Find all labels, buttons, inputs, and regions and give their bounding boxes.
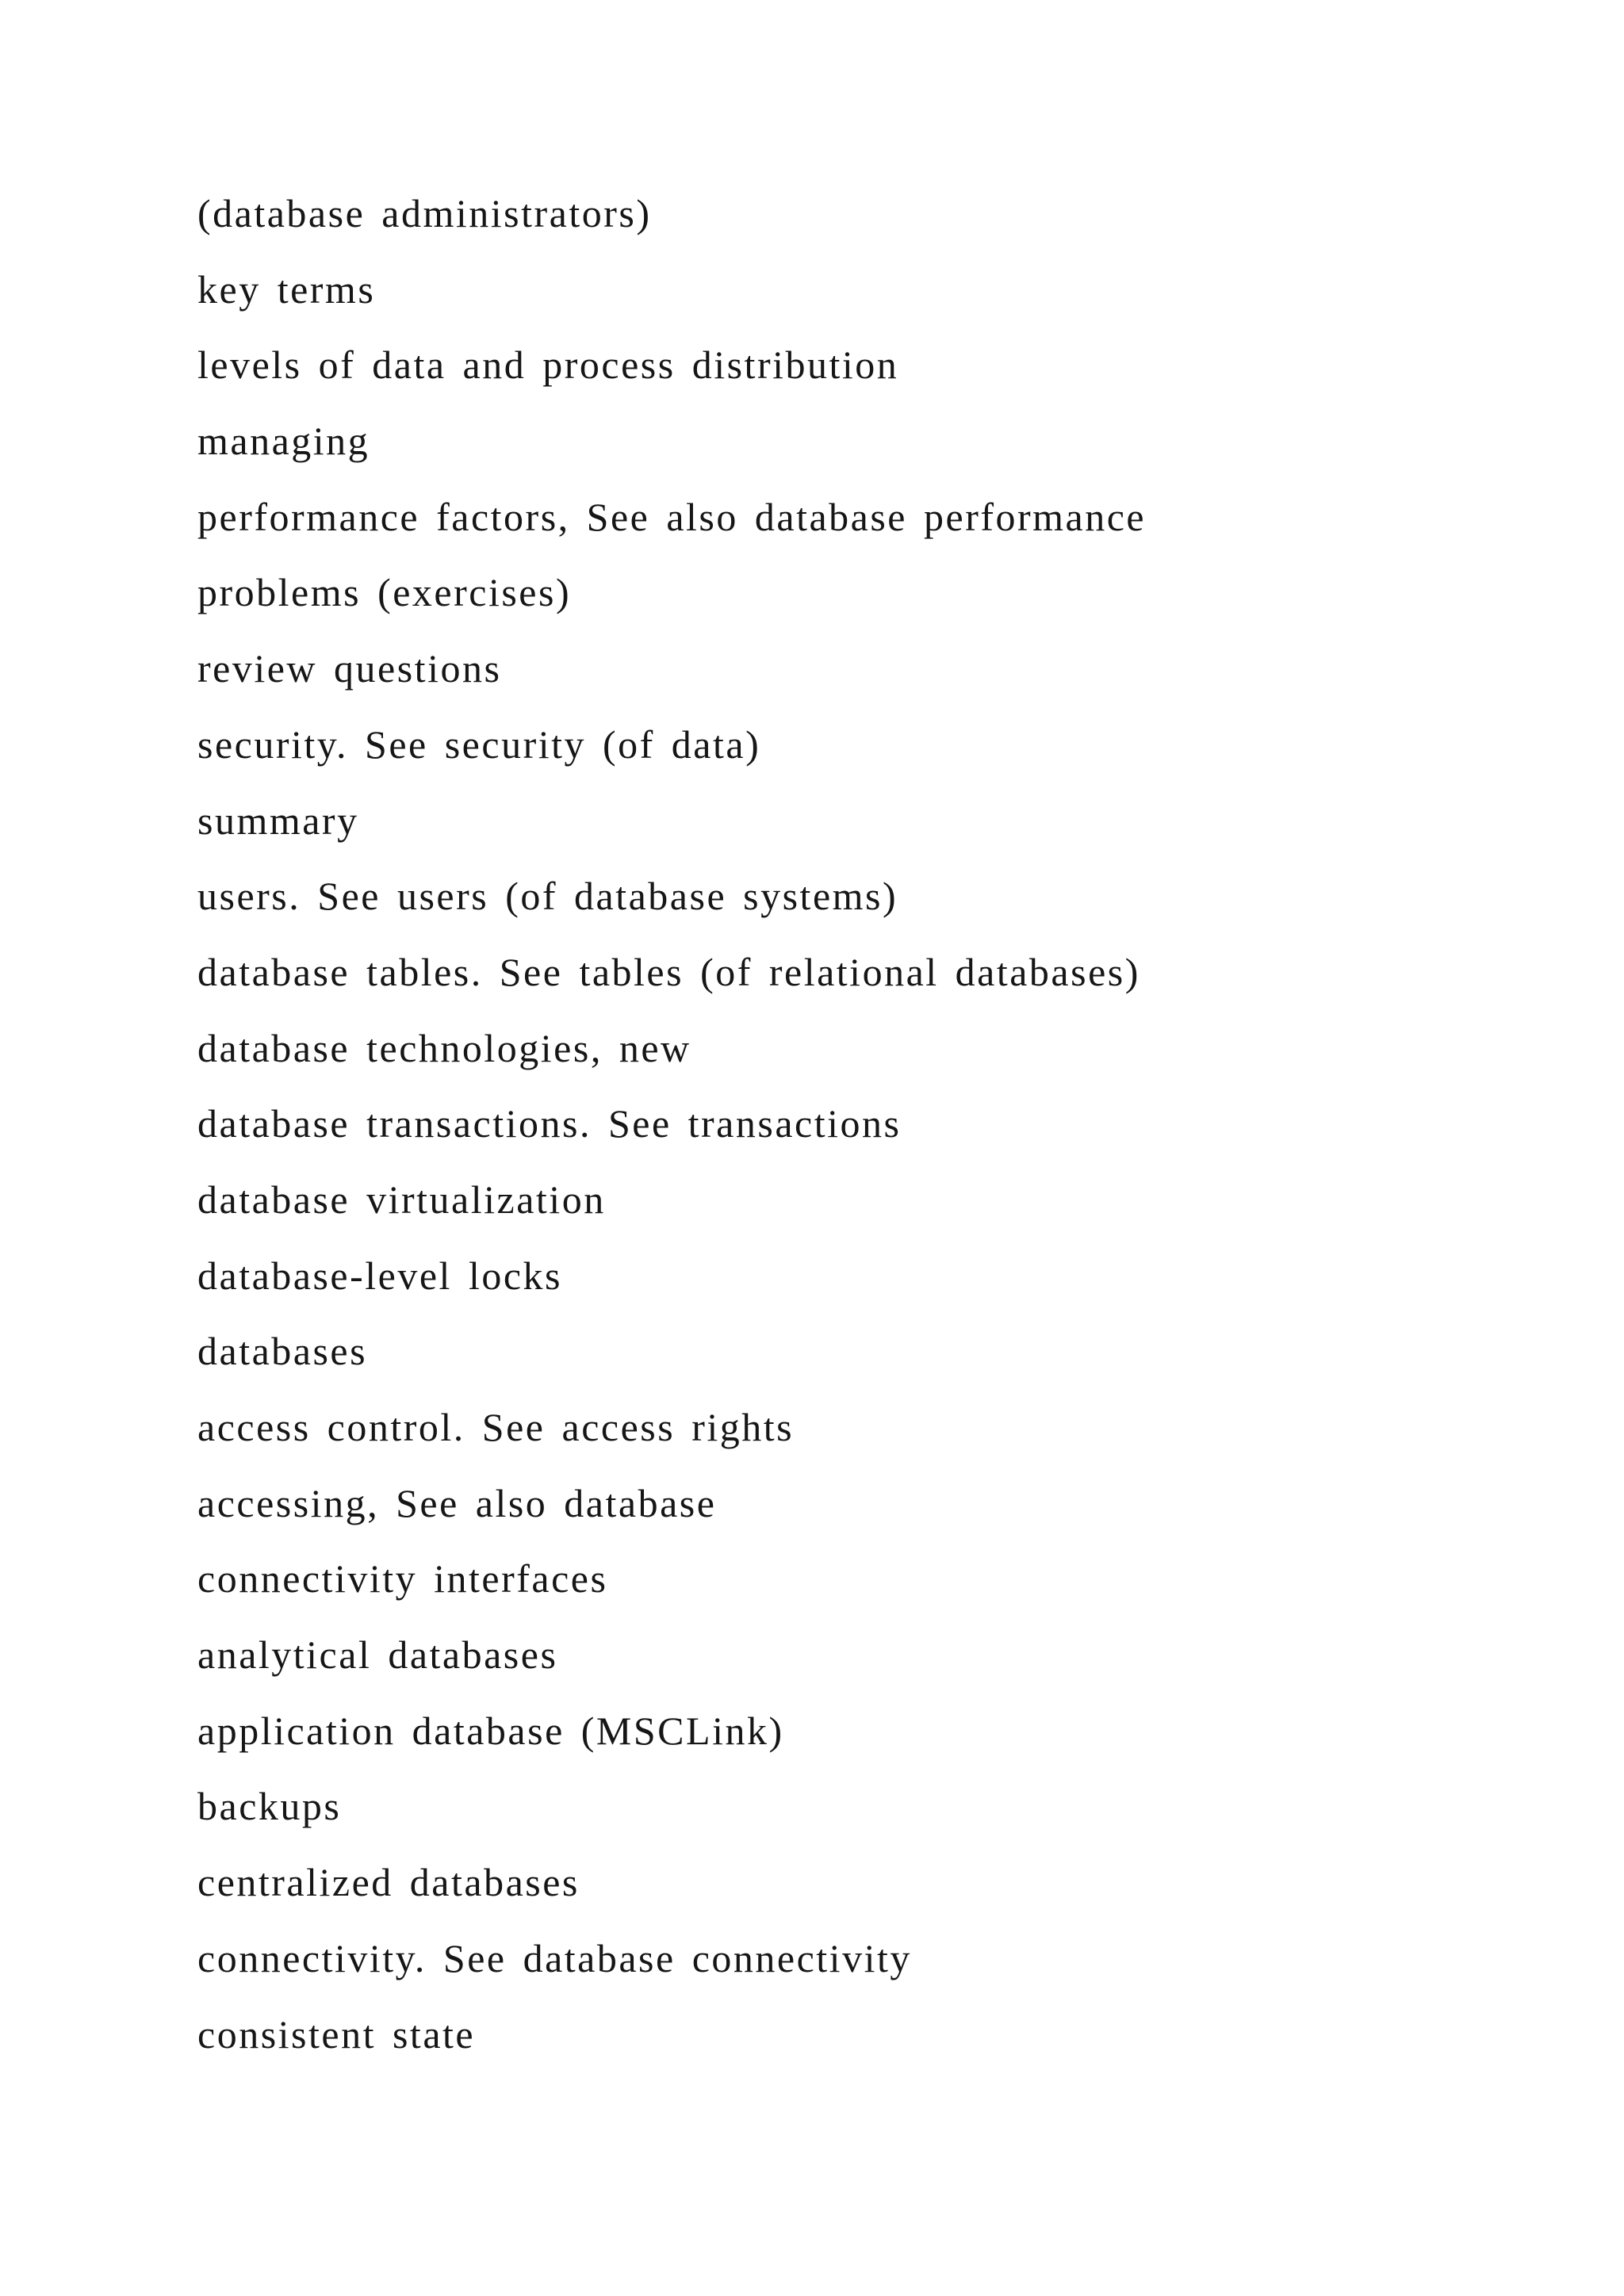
index-entry: consistent state [197,2011,476,2057]
index-entry-list [197,193,1146,2090]
index-entry: analytical databases [197,1632,558,1678]
index-entry: performance factors, See also database performance [197,494,1147,539]
index-entry: users. See users (of database systems) [197,874,898,919]
index-entry: databases [197,1329,368,1374]
index-entry: backups [197,1784,342,1829]
index-entry: database virtualization [197,1177,606,1222]
index-entry: application database (MSCLink) [197,1708,784,1753]
index-entry: levels of data and process distribution [197,342,899,388]
index-entry: database-level locks [197,1253,562,1298]
index-entry: review questions [197,646,502,691]
index-entry: database transactions. See transactions [197,1101,902,1146]
index-entry: summary [197,798,359,843]
index-entry: database technologies, new [197,1025,691,1070]
index-entry: managing [197,419,370,464]
index-entry: security. See security (of data) [197,721,761,767]
index-entry: centralized databases [197,1860,580,1905]
index-entry: problems (exercises) [197,570,572,615]
index-entry: (database administrators) [197,191,652,235]
index-entry: access control. See access rights [197,1405,795,1449]
index-entry: connectivity. See database connectivity [197,1935,912,1980]
index-entry: accessing, See also database [197,1480,717,1525]
index-entry: connectivity interfaces [197,1556,608,1601]
index-entry: key terms [197,266,376,312]
index-entry: database tables. See tables (of relational databases) [197,949,1140,994]
